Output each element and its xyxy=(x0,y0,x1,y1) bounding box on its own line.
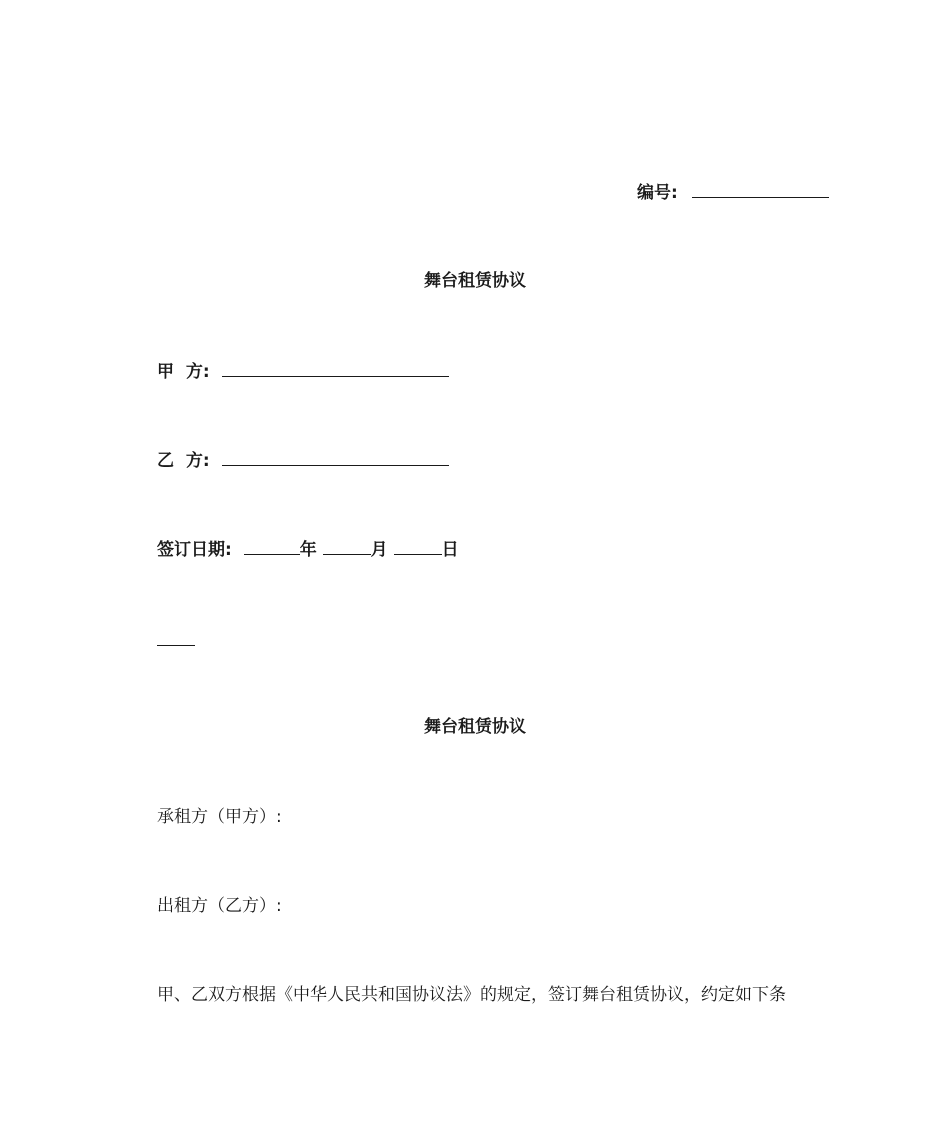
agreement-title: 舞台租赁协议 xyxy=(424,717,526,737)
lessor-label: 出租方（乙方）: xyxy=(157,896,282,916)
party-a-label: 甲 方: xyxy=(157,362,210,382)
lessee-label: 承租方（甲方）: xyxy=(157,807,282,827)
number-row xyxy=(637,181,829,204)
party-b-label: 乙 方: xyxy=(157,451,210,471)
cover-title: 舞台租赁协议 xyxy=(424,271,526,291)
party-b-blank xyxy=(222,449,449,466)
intro-paragraph: 甲、乙双方根据《中华人民共和国协议法》的规定，签订舞台租赁协议，约定如下条 xyxy=(157,985,786,1005)
number-blank xyxy=(692,181,829,198)
year-label: 年 xyxy=(299,540,317,560)
month-blank xyxy=(323,538,371,555)
day-label: 日 xyxy=(441,540,459,560)
party-a-blank xyxy=(222,360,449,377)
signing-date-row xyxy=(157,538,459,561)
party-b-row xyxy=(157,449,449,472)
year-blank xyxy=(244,538,300,555)
party-a-row xyxy=(157,360,449,383)
number-label: 编号: xyxy=(637,183,678,203)
month-label: 月 xyxy=(370,540,388,560)
signing-date-label: 签订日期: xyxy=(157,540,232,560)
separator-rule xyxy=(157,645,195,646)
day-blank xyxy=(394,538,442,555)
